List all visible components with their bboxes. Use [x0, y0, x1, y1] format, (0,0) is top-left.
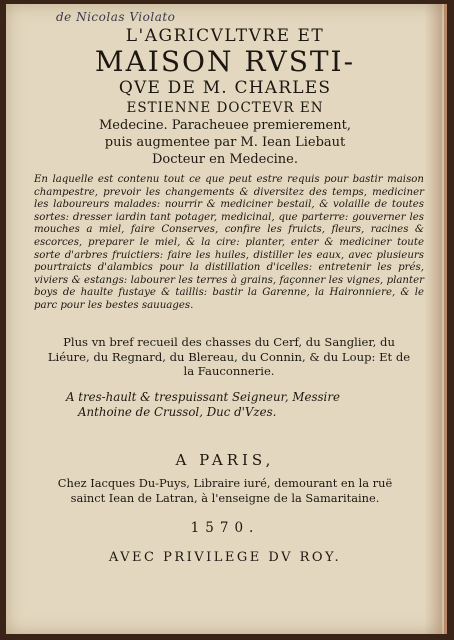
royal-privilege: AVEC PRIVILEGE DV ROY. — [108, 550, 342, 565]
contents-description: En laquelle est contenu tout ce que peut estre requis pour bastir maison champestre, prevoir les changements & diversitez des temps, mediciner les laboureurs malades: nourrir & mediciner bestail, & volaille de toutes sortes: dresser iardin tant potager, medicinal, que parterre: gouverner les mouches a miel, faire Conserves, confire les fruicts, fleurs, racines & escorces, preparer le miel, & la cire: planter, enter & mediciner toute sorte d'arbres fruictiers: faire les huiles, distiller les eaux, avec plusieurs pourtraicts d'alambics pour la distillation d'icelles: entretenir les prés, viviers & estangs: labourer les terres à grains, façonner les vignes, planter boys de haulte fustaye & taillis: bastir la Garenne, la Haironniere, & le parc pour les bestes sauuages. — [34, 174, 424, 311]
hunting-summary: Plus vn bref recueil des chasses du Cerf, du Sanglier, du Liéure, du Regnard, du Blereau, du Connin, & du Loup: Et de la Fauconnerie. — [47, 335, 411, 379]
title-line-7: Docteur en Medecine. — [151, 152, 299, 167]
title-line-6: puis augmentee par M. Iean Liebaut — [104, 135, 346, 150]
imprint-year: 1570. — [190, 520, 260, 536]
title-line-5: Medecine. Paracheuee premierement, — [99, 118, 351, 133]
imprint — [6, 450, 444, 567]
title-page — [6, 4, 447, 634]
dedication-line-2: Anthoine de Crussol, Duc d'Vzes. — [78, 405, 277, 419]
printer-line-1: Chez Iacques Du-Puys, Libraire iuré, demourant en la ruë — [57, 476, 393, 490]
dedication-line-1: A tres-hault & trespuissant Seigneur, Messire — [66, 390, 340, 404]
title-line-2: MAISON RVSTI- — [94, 45, 356, 78]
title-line-1: L'AGRICVLTVRE ET — [125, 26, 325, 46]
book-title — [6, 26, 444, 168]
title-line-3: QVE DE M. CHARLES — [118, 78, 332, 98]
printer-line-2: sainct Iean de Latran, à l'enseigne de la Samaritaine. — [70, 490, 380, 505]
imprint-city: A PARIS, — [175, 451, 275, 469]
dedication — [66, 390, 386, 420]
title-line-4: ESTIENNE DOCTEVR EN — [126, 100, 324, 116]
owner-signature: de Nicolas Violato — [56, 10, 176, 24]
